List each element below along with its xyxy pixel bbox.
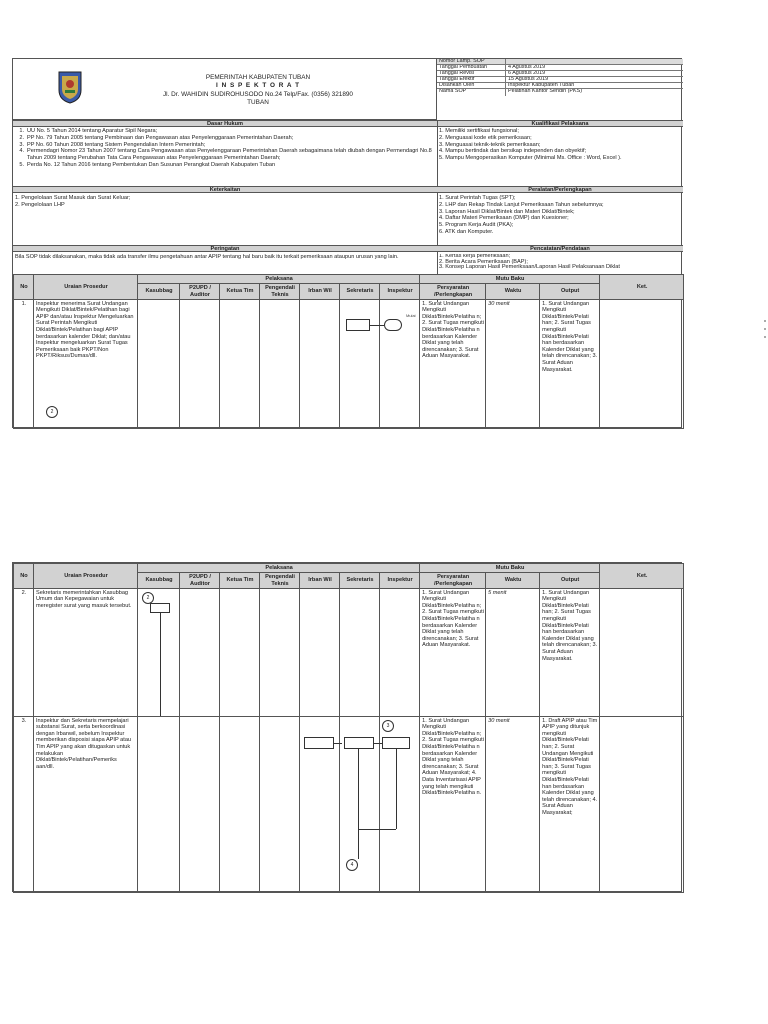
meta-row: Tanggal Revisi 6 Agustus 2019: [437, 71, 683, 77]
dasar-hukum-heading: Dasar Hukum: [13, 120, 437, 127]
col-mutu-baku: Mutu Baku: [420, 275, 600, 284]
list-item: 2. Menguasai kode etik pemeriksaan;: [439, 134, 532, 141]
peralatan-heading: Peralatan/Perlengkapan: [437, 186, 683, 193]
process-box: [344, 737, 374, 749]
list-item: 3. PP No. 60 Tahun 2008 tentang Sistem Pengendalian Intern Pemerintah;: [19, 141, 206, 148]
process-box: [382, 737, 410, 749]
regency-crest-icon: [57, 70, 83, 104]
keterkaitan-list: [13, 195, 437, 245]
list-item: 3. Menguasai teknik-teknik pemeriksaan;: [439, 141, 541, 148]
start-terminator: [384, 319, 402, 331]
col-kasubbag: Kasubbag: [138, 283, 180, 299]
table-row: 2. Sekretaris memerintahkan Kasubbag Umum dan Kepegawaian untuk meregister surat yang masuk tersebut. 2 1. Surat Undangan Mengikuti Diklat/Bintek/Pelatiha n; 2. Surat Tugas mengikuti Diklat/Bintek/Pelatiha n berdasarkan Kalender Diklat yang telah direncanakan; 3. Surat Aduan Masyarakat. 5 menit 1. Surat Undangan Mengikuti Diklat/Bintek/Pelati han; 2. Surat Tugas mengikuti Diklat/Bintek/Pelati han berdasarkan Kalender Diklat yang telah direncanakan; 3. Surat Aduan Masyarakat.: [14, 588, 684, 716]
process-box: [150, 603, 170, 613]
list-item: 2. PP No. 79 Tahun 2005 tentang Pembinaan dan Pengawasan atas Penyelenggaraan Pemerintahan Daerah;: [19, 134, 294, 141]
col-pengendali: Pengendali Teknis: [260, 283, 300, 299]
sop-page-2: [12, 562, 682, 892]
col-waktu: Waktu: [486, 283, 540, 299]
table-row: 3. Inspektur dan Sekretaris mempelajari substansi Surat, serta berkoordinasi dengan Irbanwil, sebelum Inspektur memberikan disposisi siapa APIP atau Tim APIP yang akan ditugaskan untuk melakukan Diklat/Bintek/Pelatihan/Pemeriks aan/dll. 4 3 1. Surat Undangan Mengikuti Diklat/Bintek/Pelatiha n; 2. Surat Tugas mengikuti Diklat/Bintek/Pelatiha n berdasarkan Kalender Diklat yang telah direncanakan; 3. Surat Aduan Masyarakat; 4. Data Inventarisasi APIP yang telah mengikuti Diklat/Bintek/Pelatiha n. 30 menit 1. Draft APIP atau Tim APIP yang ditunjuk mengikuti Diklat/Bintek/Pelati han; 2. Surat Undangan Mengikuti Diklat/Bintek/Pelati han; 3. Surat Tugas mengikuti Diklat/Bintek/Pelati han berdasarkan Kalender Diklat yang telah direncanakan; 4. Surat Aduan Masyarakat;: [14, 716, 684, 892]
list-item: 5. Perda No. 12 Tahun 2016 tentang Pembentukan Dan Susunan Perangkat Daerah Kabupaten Tuban: [19, 162, 276, 169]
meta-row: Nomor Lamp. SOP: [437, 59, 683, 65]
kualifikasi-heading: Kualifikasi Pelaksana: [437, 120, 683, 127]
address-line: Jl. Dr. WAHIDIN SUDIROHUSODO No.24 Telp/Fax. (0356) 321890: [162, 90, 353, 98]
col-ketua-tim: Ketua Tim: [220, 283, 260, 299]
list-item: 1. UU No. 5 Tahun 2014 tentang Aparatur Sipil Negara;: [19, 128, 158, 134]
meta-row: Disahkan Oleh Inspektur Kabupaten Tuban: [437, 83, 683, 89]
col-p2upd: P2UPD / Auditor: [180, 283, 220, 299]
sop-page-1: [12, 58, 682, 428]
col-pelaksana: Pelaksana: [138, 275, 420, 284]
list-item: 4. Mampu bertindak dan bersikap independen dan obyektif;: [439, 148, 587, 155]
start-label: Mulai: [406, 312, 416, 318]
list-item: 1. Pengelolaan Surat Masuk dan Surat Keluar;: [15, 195, 131, 201]
col-output: Output: [540, 283, 600, 299]
list-item: 2. Pengelolaan LHP: [15, 201, 65, 208]
process-box: [346, 319, 370, 331]
peralatan-list: [437, 195, 683, 245]
kualifikasi-list: [437, 128, 683, 186]
list-item: 5. Mampu Mengoperasikan Komputer (Minimal Ms. Office : Word, Excel ).: [439, 155, 622, 162]
header-text: [133, 74, 383, 108]
meta-row: Tanggal Pembuatan 4 Agustus 2019: [437, 65, 683, 71]
list-item: 2. LHP dan Rekap Tindak Lanjut Pemeriksaan Tahun sebelumnya;: [439, 201, 604, 208]
peringatan-heading: Peringatan: [13, 245, 437, 252]
peringatan-text: Bila SOP tidak dilaksanakan, maka tidak ada transfer ilmu pengetahuan antar APIP tentang hal baru baik itu terkait pemeriksaan ataupun urusan yang lain.: [15, 254, 399, 260]
list-item: 3. Laporan Hasil Diklat/Bintek dan Materi Diklat/Bintek;: [439, 208, 575, 215]
col-sekretaris: Sekretaris: [340, 283, 380, 299]
pencatatan-list: [437, 254, 683, 274]
col-persyaratan: Persyaratan /Perlengkapan: [420, 283, 486, 299]
sop-header: [13, 59, 437, 120]
process-box: [304, 737, 334, 749]
col-irban: Irban Wil: [300, 283, 340, 299]
city-line: TUBAN: [247, 99, 269, 107]
procedure-table-continued: No Uraian Prosedur Pelaksana Mutu Baku Ket. Kasubbag P2UPD / Auditor Ketua Tim Pengendali Teknis Irban Wil Sekretaris Inspektur Persyaratan /Perlengkapan Waktu Output 2. Sekretaris memerintahkan Kasubbag Umum dan Kepegawaian untuk meregister surat yang masuk tersebut. 2 1. Surat Undangan Mengikuti Diklat/Bintek/Pelatiha n; 2. Surat Tugas mengikuti Diklat/Bintek/Pelatiha n berdasarkan Kalender Diklat yang telah direncanakan; 3. Surat Aduan Masyarakat. 5 menit 1. Surat Undangan Mengikuti Diklat/Bintek/Pelati han; 2. Surat Tugas mengikuti Diklat/Bintek/Pelati han berdasarkan Kalender Diklat yang telah direncanakan; 3. Surat Aduan Masyarakat. 3. Inspektur dan Sekretaris mempelajari substansi Surat, serta berkoordinasi dengan Irbanwil, sebelum Inspektur memberikan disposisi siapa APIP atau Tim APIP yang akan ditugaskan untuk melakukan Diklat/Bintek/Pelatihan/Pemeriks aan/dll. 4 3 1. Surat Undangan Mengikuti Diklat/Bintek/Pelatiha n; 2. Surat Tugas mengikuti Diklat/Bintek/Pelatiha n berdasarkan Kalender Diklat yang telah direncanakan; 3. Surat Aduan Masyarakat; 4. Data Inventarisasi APIP yang telah mengikuti Diklat/Bintek/Pelatiha n. 30 menit 1. Draft APIP atau Tim APIP yang ditunjuk mengikuti Diklat/Bintek/Pelati han; 2. Surat Undangan Mengikuti Diklat/Bintek/Pelati han; 3. Surat Tugas mengikuti Diklat/Bintek/Pelati han berdasarkan Kalender Diklat yang telah direncanakan; 4. Surat Aduan Masyarakat;: [13, 563, 684, 893]
col-no: No: [14, 275, 34, 300]
list-item: 6. ATK dan Komputer.: [439, 229, 494, 236]
list-item: 1. Surat Perintah Tugas (SPT);: [439, 195, 516, 201]
connector-circle: 4: [346, 859, 358, 871]
table-row: 1. Inspektur menerima Surat Undangan Mengikuti Diklat/Bintek/Pelatihan bagi APIP dan/atau Inspektur Mengeluarkan Surat Perintah Mengikuti Diklat/Bintek/Pelatihan bagi APIP berdasarkan kalender Diklat; dan/atau Inspektur mengeluarkan Surat Tugas Pemeriksaan baik PKPT/Non PKPT/Riksus/Dumas/dll. 2 Mulai 1. Surat Undangan Mengikuti Diklat/Bintek/Pelatiha n; 2. Surat Tugas mengikuti Diklat/Bintek/Pelatiha n berdasarkan Kalender Diklat yang telah direncanakan; 3. Surat Aduan Masyarakat. 30 menit 1. Surat Undangan Mengikuti Diklat/Bintek/Pelati han; 2. Surat Tugas mengikuti Diklat/Bintek/Pelati han berdasarkan Kalender Diklat yang telah direncanakan; 3. Surat Aduan Masyarakat.: [14, 299, 684, 428]
col-ket: Ket.: [600, 275, 684, 300]
col-inspektur: Inspektur: [380, 283, 420, 299]
meta-row: Tanggal Efektif 15 Agustus 2019: [437, 77, 683, 83]
list-item: 2. Berita Acara Pemeriksaan (BAP);: [439, 258, 528, 265]
sop-meta-table: [437, 59, 683, 120]
list-item: 4. Permendagri Nomor 23 Tahun 2007 tentang Cara Pengawasan atas Penyelenggaraan Pemerintahan Daerah sebagaimana telah diubah dengan Permendagri No.8 Tahun 2009 tentang Perubahan Tata Cara Pengawasan atas Penyelenggaraan Pemerintahan Daerah;: [19, 148, 432, 162]
connector-circle: 2: [142, 592, 154, 604]
procedure-table: [13, 274, 684, 429]
list-item: 4. Daftar Materi Pemeriksaan (DMP) dan Kuesioner;: [439, 215, 569, 222]
meta-row: Nama SOP Pelatihan Kantor Sendiri (PKS): [439, 89, 583, 95]
list-item: 1. Memiliki sertifikasi fungsional;: [439, 128, 519, 134]
pencatatan-heading: Pencatatan/Pendataan: [437, 245, 683, 252]
connector-circle: 2: [46, 406, 58, 418]
list-item: 3. Konsep Laporan Hasil Pemeriksaan/Laporan Hasil Pelaksanaan Diklat: [439, 264, 620, 271]
connector-circle: 3: [382, 720, 394, 732]
keterkaitan-heading: Keterkaitan: [13, 186, 437, 193]
org-name: PEMERINTAH KABUPATEN TUBAN: [205, 74, 311, 81]
col-uraian: Uraian Prosedur: [34, 275, 138, 300]
dasar-hukum-list: [15, 128, 433, 186]
list-item: 5. Program Kerja Audit (PKA);: [439, 222, 514, 229]
dept-name: I N S P E K T O R A T: [216, 82, 300, 90]
list-item: 1. Kertas kerja pemeriksaan;: [439, 254, 511, 259]
